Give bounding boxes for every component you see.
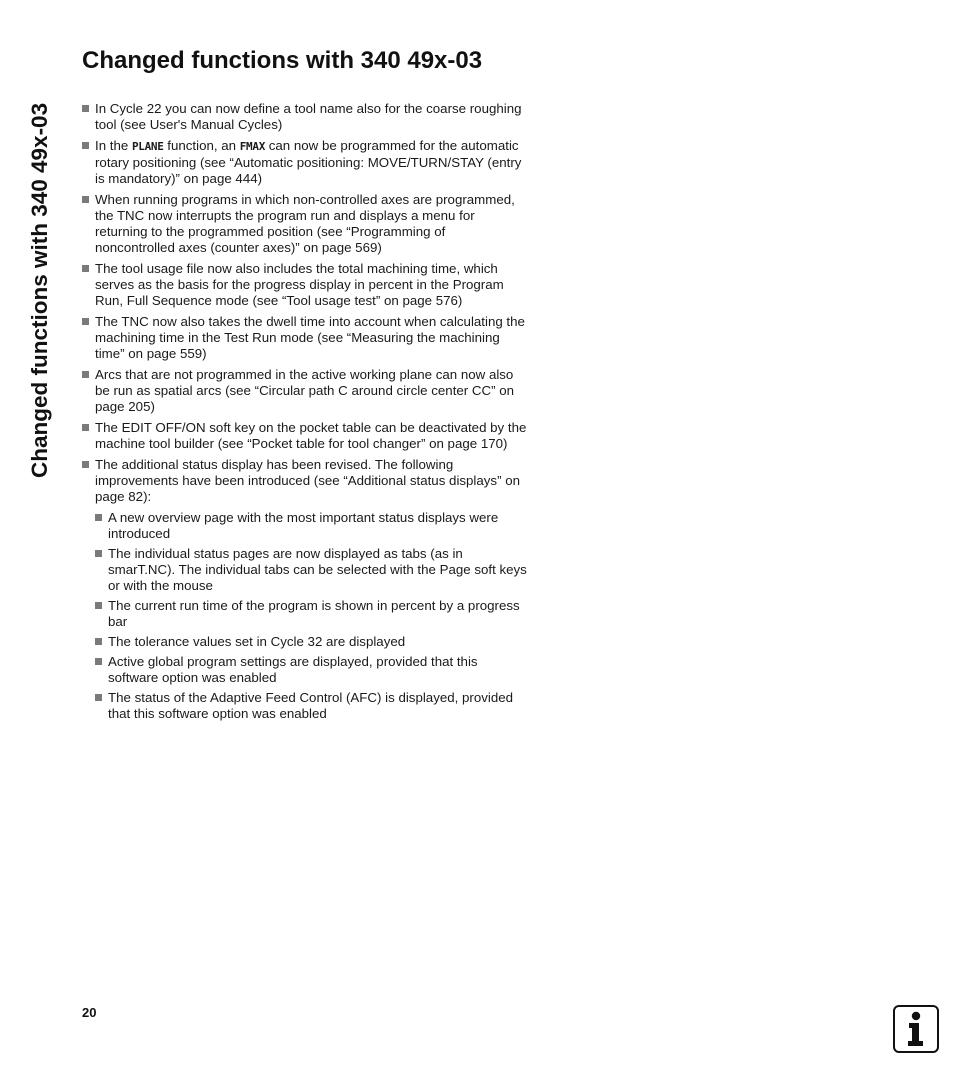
list-item: Arcs that are not programmed in the active working plane can now also be run as spatial arcs (see “Circular path C around circle center CC” on page 205) [82,367,527,415]
list-item-text: function, an [163,138,240,153]
list-item: When running programs in which non-controlled axes are programmed, the TNC now interrupts the program run and displays a menu for returning to the programmed position (see “Programming of noncontrolled axes (counter axes)” on page 569) [82,192,527,256]
sub-list-item: The current run time of the program is shown in percent by a progress bar [95,598,527,630]
list-item-text: can now be programmed for the automatic rotary positioning (see “Automatic positioning: MOVE/TURN/STAY (entry is mandatory)” on page 444) [95,138,522,186]
sub-list-item: The status of the Adaptive Feed Control (AFC) is displayed, provided that this software option was enabled [95,690,527,722]
list-item [82,457,527,722]
list-item: In Cycle 22 you can now define a tool name also for the coarse roughing tool (see User's Manual Cycles) [82,101,527,133]
info-glyph [903,1011,929,1047]
list-item: The TNC now also takes the dwell time into account when calculating the machining time in the Test Run mode (see “Measuring the machining time” on page 559) [82,314,527,362]
info-icon [893,1005,939,1053]
sub-list-item: The tolerance values set in Cycle 32 are displayed [95,634,527,650]
list-item: The tool usage file now also includes the total machining time, which serves as the basis for the progress display in percent in the Program Run, Full Sequence mode (see “Tool usage test” on page 576) [82,261,527,309]
code-keyword-fmax: FMAX [239,140,266,153]
sub-list-item: The individual status pages are now displayed as tabs (as in smarT.NC). The individual tabs can be selected with the Page soft keys or with the mouse [95,546,527,594]
sub-list-item: Active global program settings are displayed, provided that this software option was enabled [95,654,527,686]
sub-list-item: A new overview page with the most important status displays were introduced [95,510,527,542]
side-section-title: Changed functions with 340 49x-03 [27,102,52,478]
change-list [82,101,527,727]
page-title: Changed functions with 340 49x-03 [82,47,483,74]
status-improvements-sublist [95,510,527,722]
list-item [82,138,527,187]
list-item-text: In the [95,138,132,153]
page-number: 20 [82,1005,97,1020]
list-item-text: The additional status display has been revised. The following improvements have been introduced (see “Additional status displays” on page 82): [95,457,520,504]
list-item: The EDIT OFF/ON soft key on the pocket table can be deactivated by the machine tool builder (see “Pocket table for tool changer” on page 170) [82,420,527,452]
code-keyword-plane: PLANE [131,140,164,153]
